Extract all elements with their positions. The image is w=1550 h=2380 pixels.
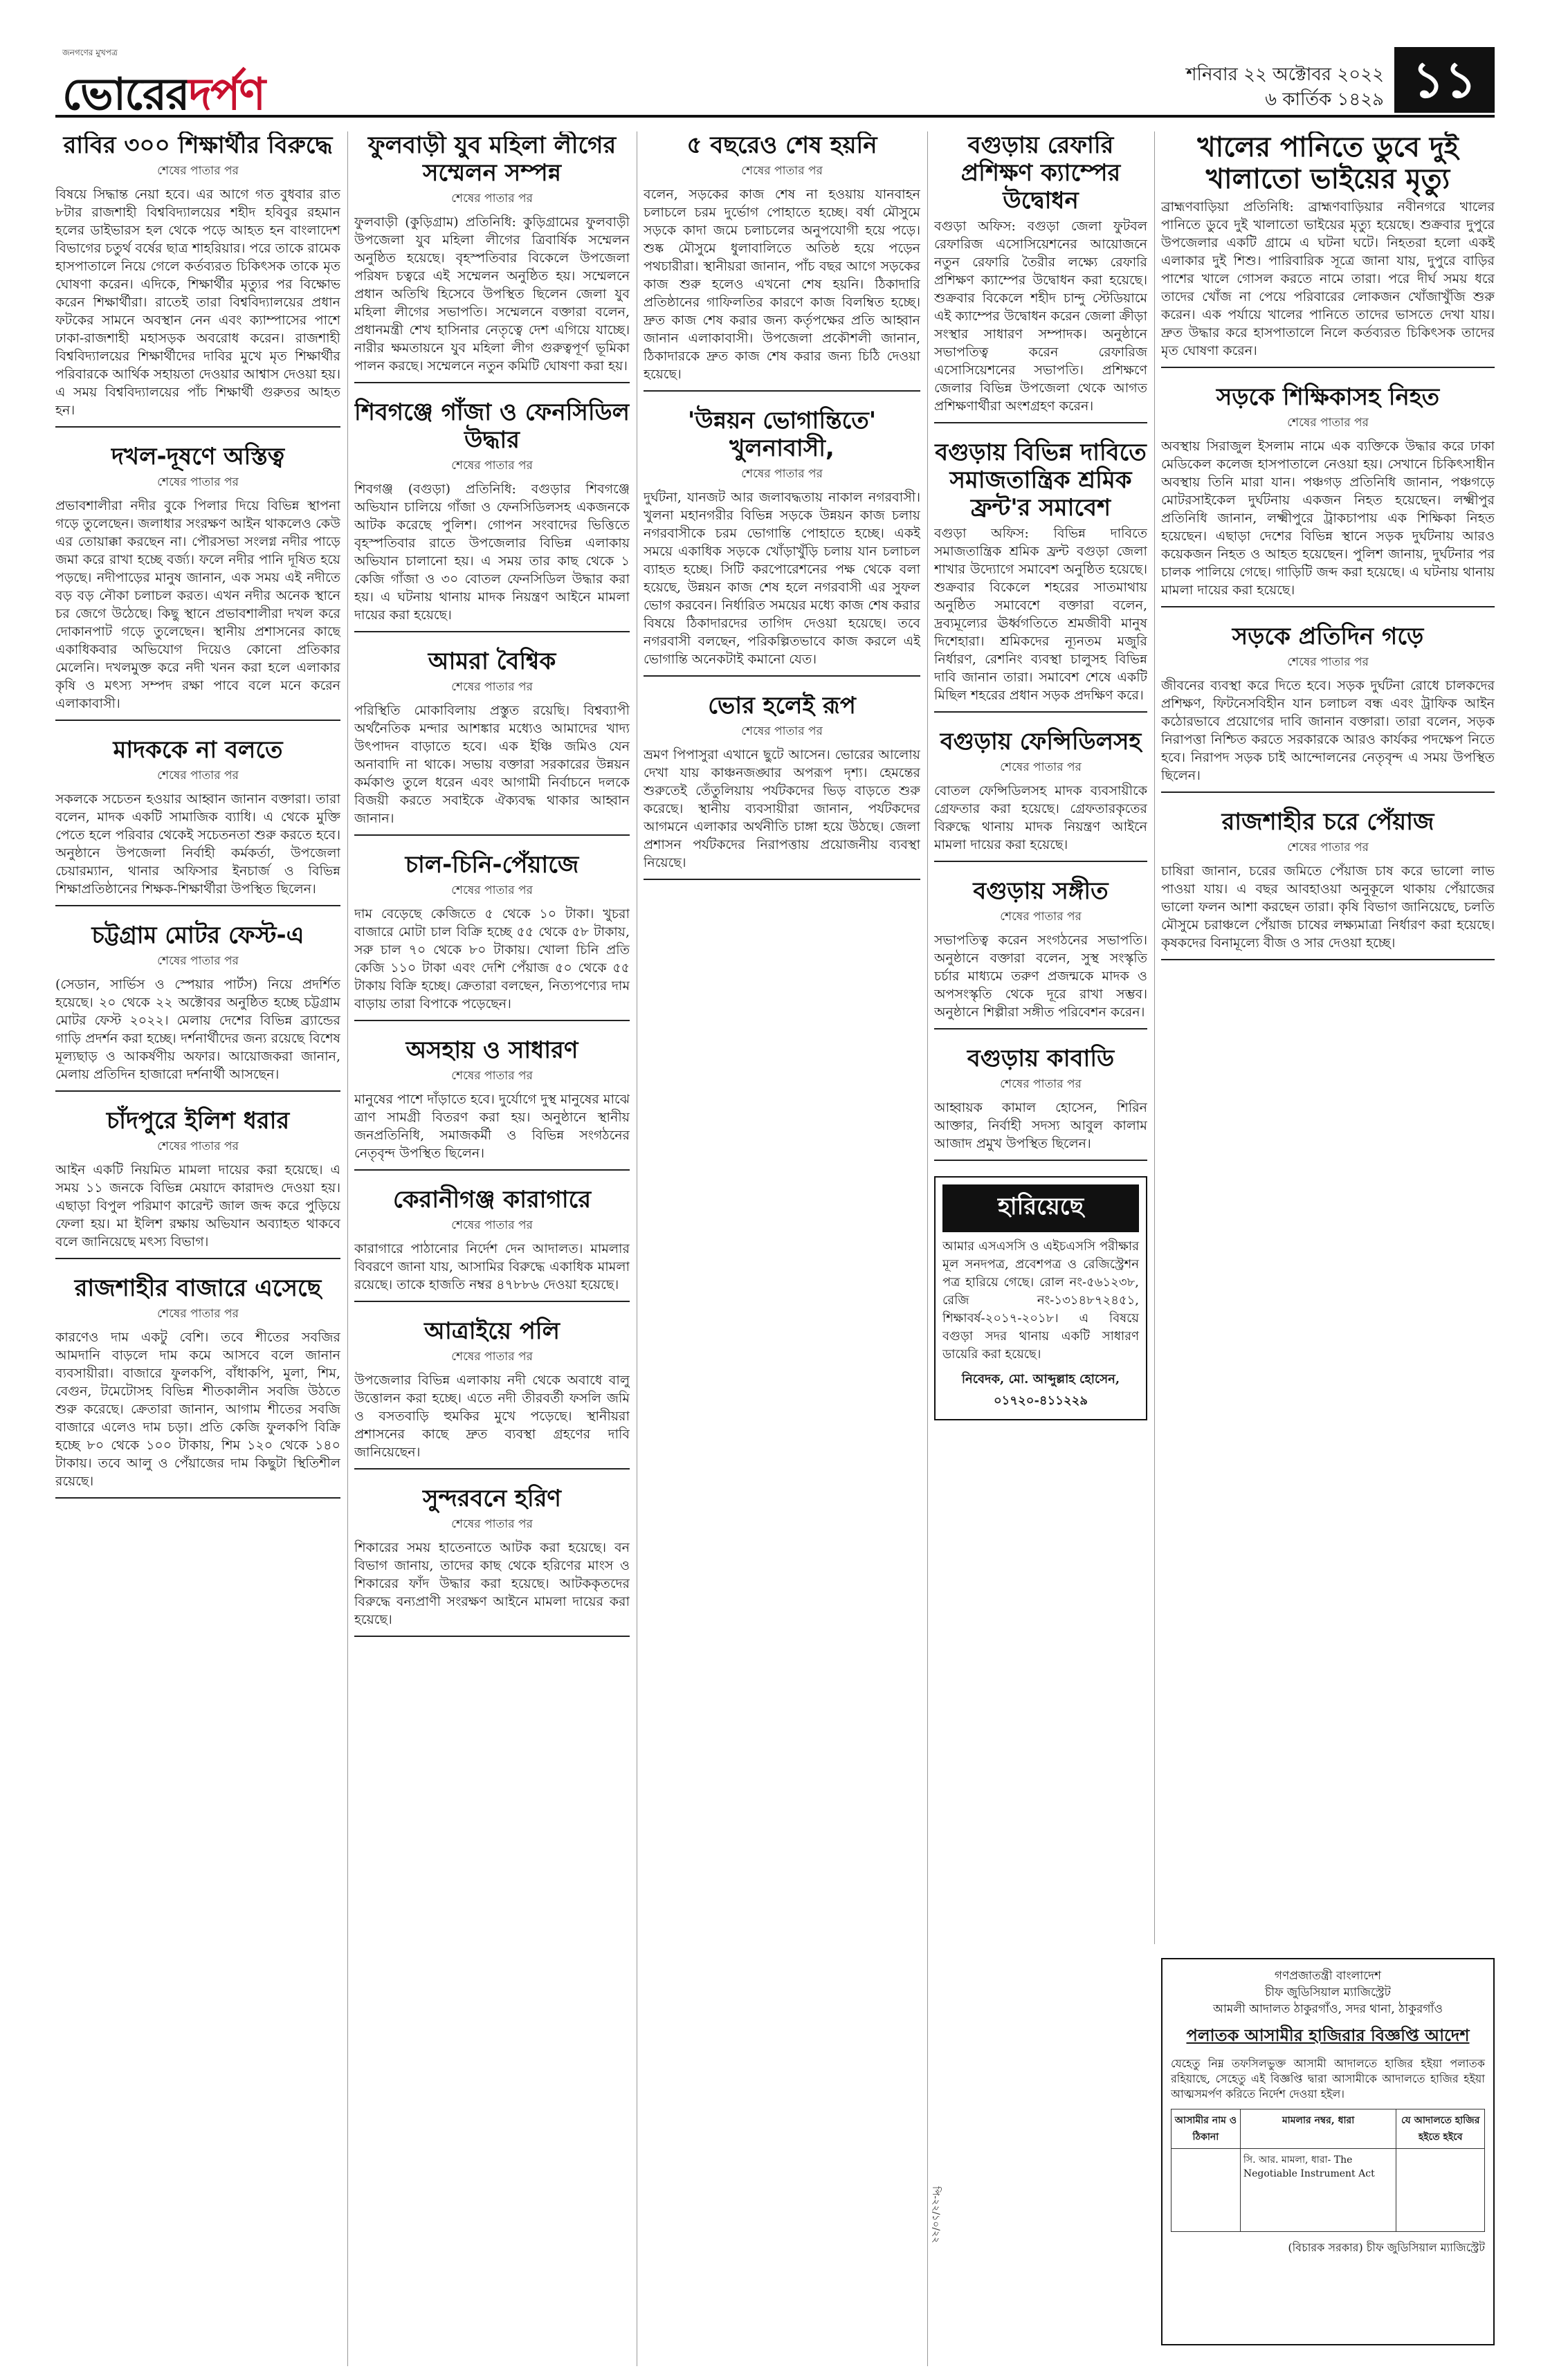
article-headline: চাঁদপুরে ইলিশ ধরার <box>106 1107 290 1135</box>
article-headline: দখল-দূষণে অস্তিত্ব <box>111 443 285 470</box>
article-body: দুর্ঘটনা, যানজট আর জলাবদ্ধতায় নাকাল নগরবাসী। খুলনা মহানগরীর বিভিন্ন সড়কে উন্নয়ন কাজ চলায় নগরবাসীকে চরম ভোগান্তি পোহাতে হচ্ছে। একই সময়ে একাধিক সড়কে খোঁড়াখুঁড়ি চলায় যান চলাচল ব্যাহত হচ্ছে। সিটি করপোরেশনের পক্ষ থেকে বলা হয়েছে, উন্নয়ন কাজ শেষ হলে নগরবাসী এর সুফল ভোগ করবেন। নির্ধারিত সময়ের মধ্যে কাজ শেষ করার বিষয়ে ঠিকাদারদের তাগিদ দেওয়া হয়েছে। তবে নগরবাসী বলছেন, পরিকল্পিতভাবে কাজ করলে এই ভোগান্তি অনেকটাই কমানো যেত। <box>644 490 920 667</box>
article-headline: 'উন্নয়ন ভোগান্তিতে' খুলনাবাসী, <box>687 407 877 462</box>
article-headline: বগুড়ায় কাবাডি <box>967 1045 1115 1072</box>
article <box>55 443 340 721</box>
article-headline: বগুড়ায় বিভিন্ন দাবিতে সমাজতান্ত্রিক শ্রমিক ফ্রন্ট'র সমাবেশ <box>935 439 1147 522</box>
article-divider <box>354 834 630 836</box>
article-body: ফুলবাড়ী (কুড়িগ্রাম) প্রতিনিধি: কুড়িগ্রামের ফুলবাড়ী উপজেলা যুব মহিলা লীগের ত্রিবার্ষিক সম্মেলন অনুষ্ঠিত হয়েছে। বৃহস্পতিবার বিকেলে উপজেলা পরিষদ চত্বরে এই সম্মেলন অনুষ্ঠিত হয়। সম্মেলনে প্রধান অতিথি হিসেবে উপস্থিত ছিলেন জেলা যুব মহিলা লীগের সভাপতি। সম্মেলনে বক্তারা বলেন, প্রধানমন্ত্রী শেখ হাসিনার নেতৃত্বে দেশ এগিয়ে যাচ্ছে। নারীর ক্ষমতায়নে যুব মহিলা লীগ গুরুত্বপূর্ণ ভূমিকা পালন করছে। সম্মেলনে নতুন কমিটি ঘোষণা করা হয়। <box>354 214 630 374</box>
column-divider <box>927 131 928 2366</box>
article <box>1161 623 1495 793</box>
article-divider <box>934 861 1147 862</box>
issue-date <box>1186 62 1384 112</box>
lost-notice-body: আমার এসএসসি ও এইচএসসি পরীক্ষার মূল সনদপত্র, প্রবেশপত্র ও রেজিস্ট্রেশন পত্র হারিয়ে গেছে। রোল নং-৫৬১২৩৮, রেজি নং-১৩১৪৮৭২৪৫১, শিক্ষাবর্ষ-২০১৭-২০১৮। এ বিষয়ে বগুড়া সদর থানায় একটি সাধারণ ডায়েরি করা হয়েছে। <box>942 1239 1139 1362</box>
article <box>1161 131 1495 368</box>
article <box>354 131 630 383</box>
continuation-note: শেষের পাতার পর <box>741 724 823 738</box>
article-headline: আত্রাইয়ে পলি <box>424 1317 560 1345</box>
article-body: উপজেলার বিভিন্ন এলাকায় নদী থেকে অবাধে বালু উত্তোলন করা হচ্ছে। এতে নদী তীরবর্তী ফসলি জমি ও বসতবাড়ি হুমকির মুখে পড়েছে। স্থানীয়রা প্রশাসনের কাছে দ্রুত ব্যবস্থা গ্রহণের দাবি জানিয়েছেন। <box>354 1373 630 1460</box>
article-divider <box>934 422 1147 423</box>
article-divider <box>644 879 920 880</box>
article <box>55 736 340 906</box>
continuation-note: শেষের পাতার পর <box>451 192 533 205</box>
article-body: শিবগঞ্জ (বগুড়া) প্রতিনিধি: বগুড়ার শিবগঞ্জে অভিযান চালিয়ে গাঁজা ও ফেনসিডিলসহ একজনকে আটক করেছে পুলিশ। গোপন সংবাদের ভিত্তিতে বৃহস্পতিবার রাতে উপজেলার বিভিন্ন এলাকায় অভিযান চালানো হয়। এ সময় তার কাছ থেকে ১ কেজি গাঁজা ও ৩০ বোতল ফেনসিডিল উদ্ধার করা হয়। এ ঘটনায় থানায় মাদক নিয়ন্ত্রণ আইনে মামলা দায়ের করা হয়েছে। <box>354 482 630 623</box>
court-cell-b: সি. আর. মামলা, ধারা- The Negotiable Instrument Act <box>1240 2149 1396 2232</box>
article-headline: কেরানীগঞ্জ কারাগারে <box>392 1186 592 1214</box>
court-cell-a <box>1171 2149 1241 2232</box>
brand-part-a: ভোরের <box>62 69 189 120</box>
continuation-note: শেষের পাতার পর <box>157 769 239 782</box>
article-divider <box>1161 606 1495 607</box>
article-body: ব্রাহ্মণবাড়িয়া প্রতিনিধি: ব্রাহ্মণবাড়িয়ার নবীনগরে খালের পানিতে ডুবে দুই খালাতো ভাইয়ের মৃত্যু হয়েছে। শুক্রবার দুপুরে উপজেলার একটি গ্রামে এ ঘটনা ঘটে। নিহতরা হলো একই এলাকার দুই শিশু। পারিবারিক সূত্রে জানা যায়, দুপুরে বাড়ির পাশের খালে গোসল করতে নামে তারা। পরে দীর্ঘ সময় ধরে তাদের খোঁজ না পেয়ে পরিবারের লোকজন খোঁজাখুঁজি শুরু করেন। এক পর্যায়ে খালের পানিতে তাদের ভাসতে দেখা যায়। দ্রুত উদ্ধার করে হাসপাতালে নিলে কর্তব্যরত চিকিৎসক তাদের মৃত ঘোষণা করেন। <box>1161 199 1495 358</box>
article <box>934 1045 1147 1161</box>
article-body: শিকারের সময় হাতেনাতে আটক করা হয়েছে। বন বিভাগ জানায়, তাদের কাছ থেকে হরিণের মাংস ও শিকারের ফাঁদ উদ্ধার করা হয়েছে। আটককৃতদের বিরুদ্ধে বন্যপ্রাণী সংরক্ষণ আইনে মামলা দায়ের করা হয়েছে। <box>354 1540 630 1627</box>
article-divider <box>354 1468 630 1470</box>
continuation-note: শেষের পাতার পর <box>1287 416 1369 430</box>
continuation-note: শেষের পাতার পর <box>157 164 239 178</box>
table-row <box>1171 2149 1485 2232</box>
article-divider <box>55 1497 340 1499</box>
masthead <box>55 42 1495 118</box>
article-body: বলেন, সড়কের কাজ শেষ না হওয়ায় যানবাহন চলাচলে চরম দুর্ভোগ পোহাতে হচ্ছে। বর্ষা মৌসুমে সড়কে কাদা জমে চলাচলের অনুপযোগী হয়ে পড়ে। শুষ্ক মৌসুমে ধুলাবালিতে অতিষ্ঠ হয়ে পড়েন পথচারীরা। স্থানীয়রা জানান, পাঁচ বছর আগে সড়কের কাজ শুরু হলেও এখনো শেষ হয়নি। ঠিকাদারি প্রতিষ্ঠানের গাফিলতির কারণে কাজ বিলম্বিত হচ্ছে। দ্রুত কাজ শেষ করার জন্য কর্তৃপক্ষের প্রতি আহ্বান জানান এলাকাবাসী। উপজেলা প্রকৌশলী জানান, ঠিকাদারকে দ্রুত কাজ শেষ করার জন্য চিঠি দেওয়া হয়েছে। <box>644 187 920 382</box>
date-line-1: শনিবার ২২ অক্টোবর ২০২২ <box>1186 64 1384 85</box>
article-divider <box>934 1028 1147 1029</box>
article-headline: রাজশাহীর বাজারে এসেছে <box>74 1274 322 1302</box>
article-divider <box>55 905 340 906</box>
article <box>354 648 630 836</box>
court-table <box>1171 2109 1485 2232</box>
court-head-3: আমলী আদালত ঠাকুরগাঁও, সদর থানা, ঠাকুরগাঁও <box>1213 2002 1443 2016</box>
article <box>354 1186 630 1302</box>
article <box>354 851 630 1021</box>
continuation-note: শেষের পাতার পর <box>451 1517 533 1531</box>
article <box>934 131 1147 423</box>
article-headline: আমরা বৈশ্বিক <box>428 648 556 675</box>
continuation-note: শেষের পাতার পর <box>1287 841 1369 854</box>
article <box>1161 383 1495 607</box>
article-body: অবস্থায় সিরাজুল ইসলাম নামে এক ব্যক্তিকে উদ্ধার করে ঢাকা মেডিকেল কলেজ হাসপাতালে নেওয়া হয়। সেখানে চিকিৎসাধীন অবস্থায় তিনি মারা যান। পঞ্চগড় প্রতিনিধি জানান, পঞ্চগড়ে মোটরসাইকেল দুর্ঘটনায় একজন নিহত হয়েছেন। লক্ষ্মীপুর প্রতিনিধি জানান, লক্ষ্মীপুরে ট্রাকচাপায় এক শিক্ষিকা নিহত হয়েছেন। এছাড়া দেশের বিভিন্ন স্থানে সড়ক দুর্ঘটনায় আরও কয়েকজন নিহত ও আহত হয়েছেন। পুলিশ জানায়, দুর্ঘটনার পর চালক পালিয়ে গেছে। গাড়িটি জব্দ করা হয়েছে। এ ঘটনায় থানায় মামলা দায়ের করা হয়েছে। <box>1161 439 1495 598</box>
article-divider <box>644 390 920 392</box>
court-notice-title: পলাতক আসামীর হাজিরার বিজ্ঞপ্তি আদেশ <box>1186 2026 1470 2045</box>
article <box>354 399 630 632</box>
column-divider <box>347 131 348 2366</box>
article-divider <box>55 720 340 721</box>
article <box>55 922 340 1092</box>
court-col-c: যে আদালতে হাজির হইতে হইবে <box>1396 2109 1485 2149</box>
article-headline: ৫ বছরেও শেষ হয়নি <box>686 131 877 159</box>
article-divider <box>934 711 1147 713</box>
column-3 <box>644 131 920 2366</box>
court-notice <box>1161 1958 1495 2345</box>
continuation-note: শেষের পাতার পর <box>451 1350 533 1364</box>
article-body: পরিস্থিতি মোকাবিলায় প্রস্তুত রয়েছি। বিশ্বব্যাপী অর্থনৈতিক মন্দার আশঙ্কার মধ্যেও আমাদের খাদ্য উৎপাদন বাড়াতে হবে। এক ইঞ্চি জমিও যেন অনাবাদি না থাকে। সভায় বক্তারা সরকারের উন্নয়ন কর্মকাণ্ড তুলে ধরেন এবং আগামী নির্বাচনে দলকে বিজয়ী করতে সবাইকে ঐক্যবদ্ধ থাকার আহ্বান জানান। <box>354 703 630 826</box>
article-headline: চাল-চিনি-পেঁয়াজে <box>405 851 579 879</box>
side-code: পি-২২/১০/২২ <box>930 2186 941 2244</box>
article-divider <box>1161 791 1495 793</box>
continuation-note: শেষের পাতার পর <box>451 459 533 473</box>
article-divider <box>55 426 340 428</box>
continuation-note: শেষের পাতার পর <box>451 680 533 694</box>
lost-notice <box>934 1176 1147 1420</box>
article <box>55 131 340 428</box>
article-body: ভ্রমণ পিপাসুরা এখানে ছুটে আসেন। ভোরের আলোয় দেখা যায় কাঞ্চনজঙ্ঘার অপরূপ দৃশ্য। হেমন্তের শুরুতেই তেঁতুলিয়ায় পর্যটকদের ভিড় বাড়তে শুরু করেছে। স্থানীয় ব্যবসায়ীরা জানান, পর্যটকদের আগমনে এলাকার অর্থনীতি চাঙ্গা হয়ে উঠছে। জেলা প্রশাসন পর্যটকদের নিরাপত্তায় প্রয়োজনীয় ব্যবস্থা নিয়েছে। <box>644 747 920 870</box>
article-divider <box>354 1020 630 1021</box>
article-divider <box>354 1636 630 1637</box>
article-body: চাষিরা জানান, চরের জমিতে পেঁয়াজ চাষ করে ভালো লাভ পাওয়া যায়। এ বছর আবহাওয়া অনুকূলে থাকায় পেঁয়াজের ভালো ফলন আশা করছেন তারা। কৃষি বিভাগ জানিয়েছে, চলতি মৌসুমে চরাঞ্চলে পেঁয়াজ চাষের লক্ষ্যমাত্রা নির্ধারণ করা হয়েছে। কৃষকদের বিনামূল্যে বীজ ও সার দেওয়া হচ্ছে। <box>1161 863 1495 951</box>
brand-part-b: দর্পণ <box>188 69 265 120</box>
article <box>1161 808 1495 960</box>
article <box>644 692 920 880</box>
article-headline: শিবগঞ্জে গাঁজা ও ফেনসিডিল উদ্ধার <box>354 399 630 454</box>
article-body: দাম বেড়েছে কেজিতে ৫ থেকে ১০ টাকা। খুচরা বাজারে মোটা চাল বিক্রি হচ্ছে ৫৫ থেকে ৫৮ টাকায়, সরু চাল ৭০ থেকে ৮০ টাকায়। খোলা চিনি প্রতি কেজি ১১০ টাকা এবং দেশি পেঁয়াজ ৫০ থেকে ৫৫ টাকায় বিক্রি হচ্ছে। ক্রেতারা বলছেন, নিত্যপণ্যের দাম বাড়ায় তারা বিপাকে পড়েছেন। <box>354 906 630 1012</box>
article-divider <box>1161 367 1495 368</box>
court-head-1: গণপ্রজাতন্ত্রী বাংলাদেশ <box>1274 1969 1382 1983</box>
column-2 <box>354 131 630 2366</box>
article-divider <box>354 382 630 383</box>
article-body: বোতল ফেন্সিডিলসহ মাদক ব্যবসায়ীকে গ্রেফতার করা হয়েছে। গ্রেফতারকৃতের বিরুদ্ধে থানায় মাদক নিয়ন্ত্রণ আইনে মামলা দায়ের করা হয়েছে। <box>934 783 1147 852</box>
article-body: আহ্বায়ক কামাল হোসেন, শিরিন আক্তার, নির্বাহী সদস্য আবুল কালাম আজাদ প্রমুখ উপস্থিত ছিলেন। <box>934 1100 1147 1151</box>
article-headline: খালের পানিতে ডুবে দুই খালাতো ভাইয়ের মৃত্যু <box>1197 131 1459 195</box>
column-1 <box>55 131 340 2366</box>
court-col-a: আসামীর নাম ও ঠিকানা <box>1171 2109 1241 2149</box>
lost-notice-title: হারিয়েছে <box>942 1184 1139 1232</box>
article-body: জীবনের ব্যবস্থা করে দিতে হবে। সড়ক দুর্ঘটনা রোধে চালকদের প্রশিক্ষণ, ফিটনেসবিহীন যান চলাচল বন্ধ এবং ট্রাফিক আইন কঠোরভাবে প্রয়োগের দাবি জানান বক্তারা। তারা বলেন, সড়ক নিরাপত্তা নিশ্চিত করতে সরকারকে আরও কার্যকর পদক্ষেপ নিতে হবে। নিরাপদ সড়ক চাই আন্দোলনের নেতৃবৃন্দ এ সময় উপস্থিত ছিলেন। <box>1161 678 1495 783</box>
continuation-note: শেষের পাতার পর <box>157 1307 239 1321</box>
article <box>934 877 1147 1029</box>
continuation-note: শেষের পাতার পর <box>157 954 239 968</box>
continuation-note: শেষের পাতার পর <box>1000 760 1082 774</box>
continuation-note: শেষের পাতার পর <box>1287 655 1369 669</box>
article-headline: রাবির ৩০০ শিক্ষার্থীর বিরুদ্ধে <box>63 131 333 159</box>
continuation-note: শেষের পাতার পর <box>451 1069 533 1083</box>
article-body: সকলকে সচেতন হওয়ার আহ্বান জানান বক্তারা। তারা বলেন, মাদক একটি সামাজিক ব্যাধি। এ থেকে মুক্তি পেতে হলে পরিবার থেকেই সচেতনতা শুরু করতে হবে। অনুষ্ঠানে উপজেলা নির্বাহী কর্মকর্তা, উপজেলা চেয়ারম্যান, থানার অফিসার ইনচার্জ ও বিভিন্ন শিক্ষাপ্রতিষ্ঠানের শিক্ষক-শিক্ষার্থীরা উপস্থিত ছিলেন। <box>55 791 340 897</box>
continuation-note: শেষের পাতার পর <box>741 164 823 178</box>
column-4 <box>934 131 1147 2366</box>
continuation-note: শেষের পাতার পর <box>157 475 239 489</box>
article-divider <box>934 1160 1147 1161</box>
article <box>934 728 1147 862</box>
continuation-note: শেষের পাতার পর <box>1000 910 1082 924</box>
article <box>934 439 1147 713</box>
article <box>354 1485 630 1637</box>
article-body: মানুষের পাশে দাঁড়াতে হবে। দুর্যোগে দুস্থ মানুষের মাঝে ত্রাণ সামগ্রী বিতরণ করা হয়। অনুষ্ঠানে স্থানীয় জনপ্রতিনিধি, সমাজকর্মী ও বিভিন্ন সংগঠনের নেতৃবৃন্দ উপস্থিত ছিলেন। <box>354 1092 630 1161</box>
court-cell-c <box>1396 2149 1485 2232</box>
article-divider <box>644 675 920 677</box>
article-headline: বগুড়ায় সঙ্গীত <box>973 877 1109 905</box>
continuation-note: শেষের পাতার পর <box>157 1139 239 1153</box>
article-divider <box>55 1090 340 1092</box>
article <box>644 407 920 677</box>
continuation-note: শেষের পাতার পর <box>451 1218 533 1232</box>
article-divider <box>354 1169 630 1171</box>
article-divider <box>354 1301 630 1302</box>
court-col-b: মামলার নম্বর, ধারা <box>1240 2109 1396 2149</box>
article-headline: অসহায় ও সাধারণ <box>405 1036 578 1064</box>
newspaper-logo <box>62 61 264 135</box>
tagline: জনগণের মুখপত্র <box>62 48 118 57</box>
article-headline: সড়কে শিক্ষিকাসহ নিহত <box>1216 383 1440 411</box>
article-body: বগুড়া অফিস: বগুড়া জেলা ফুটবল রেফারিজ এসোসিয়েশনের আয়োজনে নতুন রেফারি তৈরীর লক্ষ্যে রেফারি প্রশিক্ষণ ক্যাম্পের উদ্বোধন করা হয়েছে। শুক্রবার বিকেলে শহীদ চান্দু স্টেডিয়ামে এই ক্যাম্পের উদ্বোধন করেন জেলা ক্রীড়া সংস্থার সাধারণ সম্পাদক। অনুষ্ঠানে সভাপতিত্ব করেন রেফারিজ এসোসিয়েশনের সভাপতি। প্রশিক্ষণে জেলার বিভিন্ন উপজেলা থেকে আগত প্রশিক্ষণার্থীরা অংশগ্রহণ করেন। <box>934 219 1147 414</box>
article-body: বগুড়া অফিস: বিভিন্ন দাবিতে সমাজতান্ত্রিক শ্রমিক ফ্রন্ট বগুড়া জেলা শাখার উদ্যোগে সমাবেশ অনুষ্ঠিত হয়েছে। শুক্রবার বিকেলে শহরের সাতমাথায় অনুষ্ঠিত সমাবেশে বক্তারা বলেন, দ্রব্যমূল্যের ঊর্ধ্বগতিতে শ্রমজীবী মানুষ দিশেহারা। শ্রমিকদের ন্যূনতম মজুরি নির্ধারণ, রেশনিং ব্যবস্থা চালুসহ বিভিন্ন দাবি জানান তারা। সমাবেশ শেষে একটি মিছিল শহরের প্রধান সড়ক প্রদক্ষিণ করে। <box>934 526 1147 703</box>
article-body: আইন একটি নিয়মিত মামলা দায়ের করা হয়েছে। এ সময় ১১ জনকে বিভিন্ন মেয়াদে কারাদণ্ড দেওয়া হয়। এছাড়া বিপুল পরিমাণ কারেন্ট জাল জব্দ করে পুড়িয়ে ফেলা হয়। মা ইলিশ রক্ষায় অভিযান অব্যাহত থাকবে বলে জানিয়েছে মৎস্য বিভাগ। <box>55 1162 340 1250</box>
article-divider <box>55 1258 340 1259</box>
lost-notice-signature: নিবেদক, মো. আব্দুল্লাহ হোসেন, ০১৭২০-৪১১২২৯ <box>961 1372 1120 1408</box>
article-headline: বগুড়ায় রেফারি প্রশিক্ষণ ক্যাম্পের উদ্বোধন <box>960 131 1121 214</box>
continuation-note: শেষের পাতার পর <box>451 884 533 897</box>
page-number: ১১ <box>1394 47 1495 113</box>
article-headline: রাজশাহীর চরে পেঁয়াজ <box>1221 808 1434 836</box>
court-notice-body: যেহেতু নিম্ন তফসিলভুক্ত আসামী আদালতে হাজির হইয়া পলাতক রহিয়াছে, সেহেতু এই বিজ্ঞপ্তি দ্বারা আসামীকে আদালতে হাজির হইয়া আত্মসমর্পণ করিতে নির্দেশ দেওয়া হইল। <box>1171 2057 1485 2100</box>
article-headline: সড়কে প্রতিদিন গড়ে <box>1232 623 1424 650</box>
article-body: (সেডান, সার্ভিস ও স্পেয়ার পার্টস) নিয়ে প্রদর্শিত হয়েছে। ২০ থেকে ২২ অক্টোবর অনুষ্ঠিত হচ্ছে চট্টগ্রাম মোটর ফেস্ট ২০২২। মেলায় দেশের বিভিন্ন ব্র্যান্ডের গাড়ি প্রদর্শন করা হচ্ছে। দর্শনার্থীদের জন্য রয়েছে বিশেষ মূল্যছাড় ও আকর্ষণীয় অফার। আয়োজকরা জানান, মেলায় প্রতিদিন হাজারো দর্শনার্থী আসছেন। <box>55 977 340 1082</box>
article-headline: ফুলবাড়ী যুব মহিলা লীগের সম্মেলন সম্পন্ন <box>367 131 617 187</box>
continuation-note: শেষের পাতার পর <box>741 467 823 481</box>
article <box>55 1107 340 1259</box>
article-body: কারণেও দাম একটু বেশি। তবে শীতের সবজির আমদানি বাড়লে দাম কমে আসবে বলে জানান ব্যবসায়ীরা। বাজারে ফুলকপি, বাঁধাকপি, মুলা, শিম, বেগুন, টমেটোসহ বিভিন্ন শীতকালীন সবজি উঠতে শুরু করেছে। ক্রেতারা জানান, আগাম শীতের সবজি বাজারে এলেও দাম চড়া। প্রতি কেজি ফুলকপি বিক্রি হচ্ছে ৮০ থেকে ১০০ টাকায়, শিম ১২০ থেকে ১৪০ টাকায়। তবে আলু ও পেঁয়াজের দাম কিছুটা স্থিতিশীল রয়েছে। <box>55 1330 340 1489</box>
article-body: সভাপতিত্ব করেন সংগঠনের সভাপতি। অনুষ্ঠানে বক্তারা বলেন, সুস্থ সংস্কৃতি চর্চার মাধ্যমে তরুণ প্রজন্মকে মাদক ও অপসংস্কৃতি থেকে দূরে রাখা সম্ভব। অনুষ্ঠানে শিল্পীরা সঙ্গীত পরিবেশন করেন। <box>934 933 1147 1020</box>
date-line-2: ৬ কার্তিক ১৪২৯ <box>1265 89 1384 110</box>
article <box>354 1317 630 1470</box>
article <box>354 1036 630 1171</box>
article-divider <box>354 631 630 632</box>
column-divider <box>1154 131 1155 1944</box>
article-body: বিষয়ে সিদ্ধান্ত নেয়া হবে। এর আগে গত বুধবার রাত ৮টার রাজশাহী বিশ্ববিদ্যালয়ের শহীদ হবিবুর রহমান হলের ডাইভারস হল থেকে পড়ে আহত হন বাংলাদেশ বিভাগের চতুর্থ বর্ষের ছাত্র শাহরিয়ার। পরে তাকে রামেক হাসপাতালে নিয়ে গেলে কর্তব্যরত চিকিৎসক তাকে মৃত ঘোষণা করেন। এদিকে, শিক্ষার্থীর মৃত্যুর পর বিক্ষোভ করেন শিক্ষার্থীরা। রাতেই তারা বিশ্ববিদ্যালয়ের প্রধান ফটকের সামনে অবস্থান নেন এবং ক্যাম্পাসের পাশে ঢাকা-রাজশাহী মহাসড়ক অবরোধ করেন। রাজশাহী বিশ্ববিদ্যালয়ের শিক্ষার্থীদের দাবির মুখে মৃত শিক্ষার্থীর পরিবারকে আর্থিক সহায়তা দেওয়ার আশ্বাস দেওয়া হয়। এ সময় বিশ্ববিদ্যালয়ের পাঁচ শিক্ষার্থী গুরুতর আহত হন। <box>55 187 340 418</box>
table-row <box>1171 2109 1485 2149</box>
article <box>644 131 920 392</box>
column-5 <box>1161 131 1495 1944</box>
article-headline: চট্টগ্রাম মোটর ফেস্ট-এ <box>91 922 304 949</box>
article-headline: ভোর হলেই রূপ <box>708 692 856 720</box>
article-headline: বগুড়ায় ফেন্সিডিলসহ <box>940 728 1142 756</box>
article-body: প্রভাবশালীরা নদীর বুকে পিলার দিয়ে বিভিন্ন স্থাপনা গড়ে তুলেছেন। জলাধার সংরক্ষণ আইন থাকলেও কেউ এর তোয়াক্কা করছেন না। পৌরসভা সংলগ্ন নদীর পাড়ে জমা করে রাখা হচ্ছে বর্জ্য। ফলে নদীর পানি দূষিত হয়ে পড়ছে। নদীপাড়ের মানুষ জানান, এক সময় এই নদীতে বড় বড় নৌকা চলাচল করত। এখন নদীর অনেক স্থানে চর জেগে উঠেছে। কিছু স্থানে প্রভাবশালীরা দখল করে দোকানপাট গড়ে তুলেছেন। স্থানীয় প্রশাসনের কাছে একাধিকবার অভিযোগ দিয়েও কোনো প্রতিকার মেলেনি। দখলমুক্ত করে নদী খনন করা হলে এলাকার কৃষি ও মৎস্য সম্পদ রক্ষা পাবে বলে মনে করেন এলাকাবাসী। <box>55 498 340 711</box>
article-divider <box>1161 959 1495 960</box>
court-head-2: চীফ জুডিসিয়াল ম্যাজিস্ট্রেট <box>1265 1986 1391 1999</box>
continuation-note: শেষের পাতার পর <box>1000 1077 1082 1091</box>
column-4-articles <box>934 131 1147 1161</box>
court-signature: (বিচারক সরকার) চীফ জুডিসিয়াল ম্যাজিস্ট্রেট <box>1288 2241 1485 2254</box>
article <box>55 1274 340 1499</box>
article-headline: মাদককে না বলতে <box>113 736 283 764</box>
article-body: কারাগারে পাঠানোর নির্দেশ দেন আদালত। মামলার বিবরণে জানা যায়, আসামির বিরুদ্ধে একাধিক মামলা রয়েছে। তাকে হাজতি নম্বর ৪৭৮৮৬ দেওয়া হয়েছে। <box>354 1241 630 1292</box>
article-headline: সুন্দরবনে হরিণ <box>422 1485 561 1512</box>
